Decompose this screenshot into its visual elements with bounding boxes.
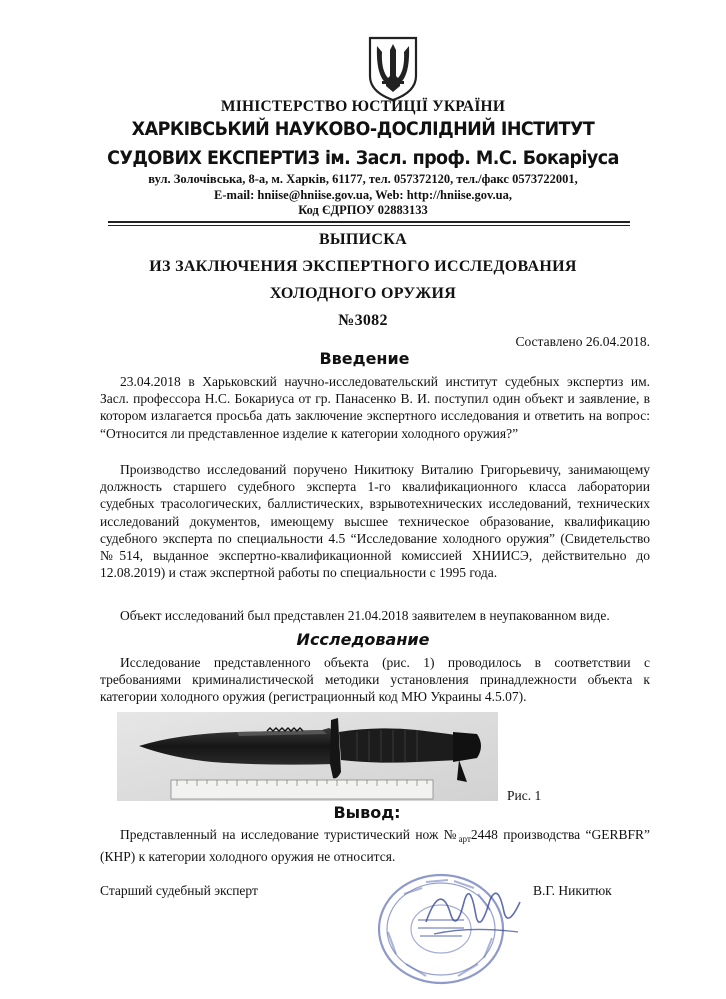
expert-position: Старший судебный эксперт bbox=[100, 883, 258, 898]
figure-caption: Рис. 1 bbox=[507, 788, 542, 803]
composed-date: Составлено 26.04.2018. bbox=[515, 334, 650, 349]
ministry-title: МІНІСТЕРСТВО ЮСТИЦІЇ УКРАЇНИ bbox=[220, 98, 506, 115]
paragraph-research bbox=[100, 654, 650, 706]
section-heading-intro: Введение bbox=[319, 349, 410, 368]
paragraph-text: 23.04.2018 в Харьковский научно-исследовательский институт судебных экспертиз им. Засл. профессора Н.С. Бокариуса от гр. Панасенко В. И. поступил один объект и заявление, в котором излагается просьба дать заключение экспертного исследования и ответить на вопрос: “Относится ли представленное изделие к категории холодного оружия?” bbox=[100, 374, 650, 441]
paragraph-text: Производство исследований поручено Никитюку Виталию Григорьевичу, занимающему должность старшего судебного эксперта 1-го квалификационного класса лаборатории судебных трасологических, баллистических, взрывотехнических исследований, технических исследований документов, имеющему высшее техническое образование, квалификацию судебного эксперта по специальности 4.5 “Исследование холодного оружия” (Свидетельство №514, выданное экспертно-квалификационной комиссией ХНИИСЭ, действительно до 12.08.2019) и стаж экспертной работы по специальности с 1995 года. bbox=[100, 462, 650, 581]
paragraph-text: Объект исследований был представлен 21.04.2018 заявителем в неупакованном виде. bbox=[120, 608, 610, 623]
paragraph-conclusion bbox=[100, 826, 650, 865]
institute-title-line2: СУДОВИХ ЕКСПЕРТИЗ ім. Засл. проф. М.С. Бокаріуса bbox=[107, 147, 619, 169]
paragraph-intro bbox=[100, 373, 650, 442]
conclusion-text-start: Представленный на исследование туристический нож № bbox=[120, 827, 459, 842]
expert-name: В.Г. Никитюк bbox=[533, 883, 612, 898]
trident-coat-of-arms-icon bbox=[366, 36, 420, 102]
header-divider bbox=[108, 221, 630, 223]
conclusion-subscript: арт bbox=[458, 834, 471, 844]
document-subtitle-line2: ХОЛОДНОГО ОРУЖИЯ bbox=[269, 285, 457, 302]
institute-address: вул. Золочівська, 8-а, м. Харків, 61177, тел. 057372120, тел./факс 0573722001, bbox=[148, 172, 578, 186]
paragraph-object bbox=[100, 607, 650, 624]
section-heading-research: Исследование bbox=[296, 630, 430, 649]
handwritten-signature bbox=[420, 872, 530, 962]
paragraph-expert bbox=[100, 461, 650, 581]
document-subtitle-line1: ИЗ ЗАКЛЮЧЕНИЯ ЭКСПЕРТНОГО ИССЛЕДОВАНИЯ bbox=[149, 258, 577, 275]
document-title: ВЫПИСКА bbox=[318, 231, 408, 248]
institute-title-line1: ХАРКІВСЬКИЙ НАУКОВО-ДОСЛІДНИЙ ІНСТИТУТ bbox=[131, 118, 595, 140]
paragraph-text: Исследование представленного объекта (рис. 1) проводилось в соответствии с требованиями криминалистической методики установления принадлежности объекта к категории холодного оружия (регистрационный код МЮ Украины 4.5.07). bbox=[100, 655, 650, 705]
paragraph-text bbox=[100, 826, 650, 865]
section-heading-conclusion: Вывод: bbox=[333, 803, 401, 822]
document-number: №3082 bbox=[338, 312, 388, 329]
header-divider-thin bbox=[108, 225, 630, 226]
knife-with-ruler-photo bbox=[117, 712, 498, 801]
institute-contacts: E-mail: hniise@hniise.gov.ua, Web: http://hniise.gov.ua, bbox=[214, 188, 512, 202]
institute-code: Код ЄДРПОУ 02883133 bbox=[298, 203, 428, 217]
conclusion-text-end: 2448 производства “GERBFR” (КНР) к категории холодного оружия не относится. bbox=[100, 827, 651, 865]
